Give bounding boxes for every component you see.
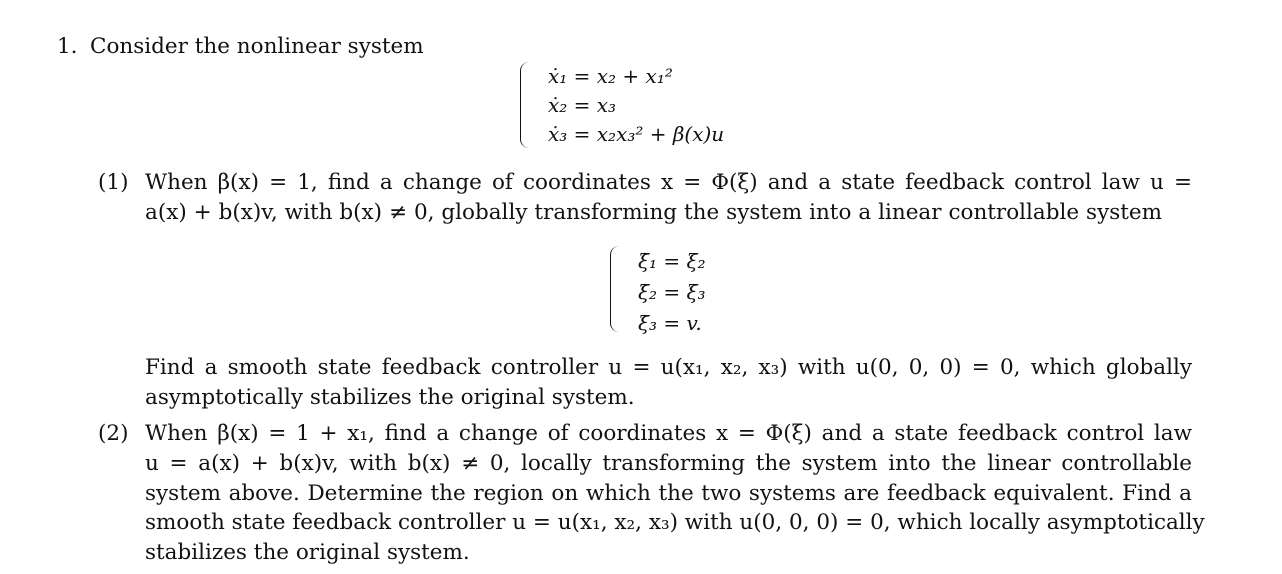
problem-intro: Consider the nonlinear system	[90, 34, 424, 59]
part-2-line-5: stabilizes the original system.	[145, 540, 470, 565]
part-1-line-1: When β(x) = 1, find a change of coordinates x = Φ(ξ) and a state feedback control law u =	[145, 170, 1192, 195]
system-1-eq-1: ẋ₁ = x₂ + x₁²	[548, 64, 673, 88]
system-2-eq-1: ξ̇₁ = ξ₂	[638, 249, 706, 273]
part-1-line-4: asymptotically stabilizes the original system.	[145, 385, 635, 410]
left-brace-2	[610, 246, 619, 332]
part-2-line-3: system above. Determine the region on which the two systems are feedback equivalent. Find a	[145, 481, 1192, 506]
part-2-label: (2)	[98, 421, 129, 446]
part-1-line-2: a(x) + b(x)v, with b(x) ≠ 0, globally transforming the system into a linear controllable system	[145, 200, 1162, 225]
part-1-line-3: Find a smooth state feedback controller u = u(x₁, x₂, x₃) with u(0, 0, 0) = 0, which globally	[145, 355, 1192, 380]
part-1-label: (1)	[98, 170, 129, 195]
system-1-eq-3: ẋ₃ = x₂x₃² + β(x)u	[548, 122, 725, 146]
system-1-eq-2: ẋ₂ = x₃	[548, 93, 617, 117]
problem-number: 1.	[57, 34, 78, 59]
part-2-line-2: u = a(x) + b(x)v, with b(x) ≠ 0, locally transforming the system into the linear controllable	[145, 451, 1192, 476]
system-2-eq-3: ξ̇₃ = v.	[638, 311, 702, 335]
part-2-line-4: smooth state feedback controller u = u(x₁, x₂, x₃) with u(0, 0, 0) = 0, which locally asymptotically	[145, 510, 1205, 535]
part-2-line-1: When β(x) = 1 + x₁, find a change of coordinates x = Φ(ξ) and a state feedback control law	[145, 421, 1192, 446]
left-brace-1	[520, 62, 529, 148]
system-2-eq-2: ξ̇₂ = ξ₃	[638, 280, 706, 304]
